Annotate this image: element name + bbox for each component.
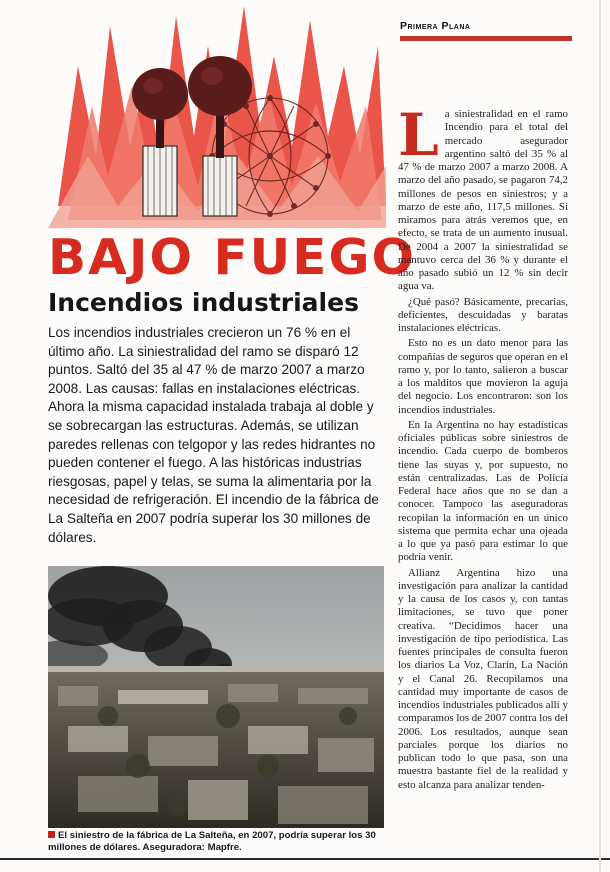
headline: BAJO FUEGO (48, 229, 417, 286)
fire-illustration (48, 6, 386, 228)
caption-marker (48, 831, 55, 838)
section-label: Primera Plana (400, 20, 471, 32)
drop-cap: L (398, 101, 439, 169)
fire-smoke-photo (48, 566, 384, 828)
body-paragraph-1 (398, 101, 568, 294)
lede-text: Los incendios industriales crecieron un 76 % en el último año. La siniestralidad del ramo se disparó 12 puntos. Saltó del 35 al 47 % de marzo 2007 a marzo 2008. Las causas: fallas en instalaciones eléctricas. Ahora la misma capacidad instalada trabaja al doble y se sobrecargan las estructuras. Además, se utilizan paredes rellenas con telgopor y las redes hidrantes no pueden contener el fuego. A las históricas industrias riesgosas, papel y telas, se suma la alimentaria por la necesidad de refrigeración. El incendio de la fábrica de La Salteña en 2007 podría superar los 30 millones de dólares. (48, 325, 379, 545)
body-paragraph-4: En la Argentina no hay estadísticas oficiales públicas sobre siniestros de incendio. Cada cuerpo de bomberos tiene las suyas y, por supuesto, no están centralizadas. Las de Policía Federal hace años que no se dan a conocer. Tampoco las aseguradoras recopilan la información en un único sistema que permita echar una ojeada a lo que ya pasó para estimar lo que podría venir. (398, 418, 568, 564)
subheadline: Incendios industriales (48, 288, 359, 317)
body-paragraph-3: Esto no es un dato menor para las compañías de seguros que operan en el ramo y, por lo tanto, salieron a buscar a los malditos que movieron la aguja del negocio. Los encontraron: son los incendios industriales. (398, 337, 568, 416)
caption-text: El siniestro de la fábrica de La Salteña, en 2007, podría superar los 30 millones de dólares. Aseguradora: Mapfre. (48, 830, 376, 853)
body-paragraph-5: Allianz Argentina hizo una investigación para analizar la cantidad y la causa de los casos y, con tantas limitaciones, se tuvo que poner creativa. “Decidimos hacer una investigación de tipo periodística. Las fuentes principales de consulta fueron los diarios La Voz, Clarín, La Nación y el Canal 26. Recopilamos una cantidad muy importante de casos de incendios industriales publicados allí y comparamos los de 2007 contra los del 2006. Los resultados, aunque sean parciales porque los diarios no publican todo lo que pasa, son una muestra bastante fiel de la realidad y esto alcanza para analizar tenden- (398, 566, 568, 791)
body-column (398, 101, 568, 794)
photo-caption (48, 830, 388, 854)
body-paragraph-2: ¿Qué pasó? Básicamente, precarias, deficientes, descuidadas y baratas instalaciones eléctricas. (398, 295, 568, 334)
lede-paragraph (48, 324, 388, 547)
bottom-border (0, 858, 610, 860)
section-rule (400, 36, 572, 41)
body-paragraph-1-text: a siniestralidad en el ramo Incendio para el total del mercado asegurador argentino saltó del 35 % al 47 % de marzo 2007 a marzo 2008. A marzo del año pasado, se pagaron 74,2 millones de pesos en siniestros; y a marzo de este año, 117,5 millones. Si miramos para atrás veremos que, en efecto, se trata de un aumento inusual. De 2004 a 2007 la siniestralidad se mantuvo cerca del 36 % y durante el año pasado subió un 12 % sin decir agua va. (398, 108, 568, 293)
page-edge (599, 0, 601, 872)
